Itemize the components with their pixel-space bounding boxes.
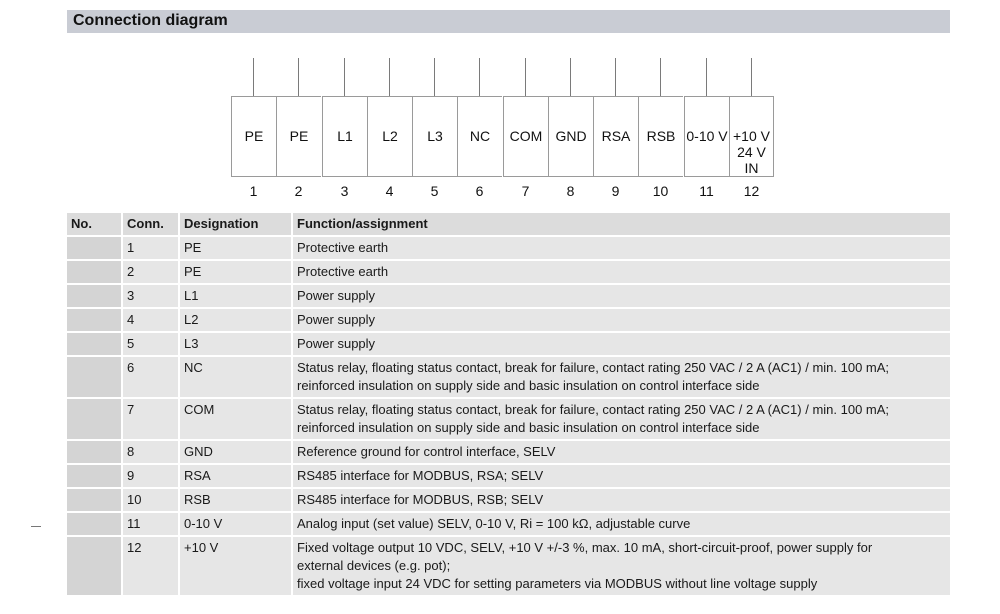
table-row <box>67 399 950 441</box>
table-row <box>67 333 950 357</box>
function-line: Fixed voltage output 10 VDC, SELV, +10 V +/-3 %, max. 10 mA, short-circuit-proof, power supply for <box>297 540 873 555</box>
table-row <box>67 537 950 597</box>
terminal-block <box>638 96 683 177</box>
cell-designation: RSB <box>180 489 293 513</box>
function-line: Reference ground for control interface, SELV <box>297 444 556 459</box>
terminal-wire <box>751 58 752 96</box>
assignment-table <box>67 213 950 597</box>
header-conn: Conn. <box>123 213 180 237</box>
cell-function <box>293 513 950 537</box>
table-row <box>67 513 950 537</box>
cell-no <box>67 441 123 465</box>
function-line: Power supply <box>297 336 376 351</box>
terminal-wire <box>706 58 707 96</box>
terminal-number: 9 <box>611 183 620 199</box>
terminal-wire <box>615 58 616 96</box>
terminal-wire <box>479 58 480 96</box>
table-body <box>67 237 950 597</box>
terminal-label: RSA <box>601 128 631 144</box>
cell-conn: 10 <box>123 489 180 513</box>
cell-conn: 12 <box>123 537 180 597</box>
cell-no <box>67 399 123 441</box>
cell-conn: 6 <box>123 357 180 399</box>
terminal-wire <box>570 58 571 96</box>
terminal-number: 7 <box>521 183 530 199</box>
function-line: Analog input (set value) SELV, 0-10 V, Ri = 100 kΩ, adjustable curve <box>297 516 691 531</box>
terminal-label: NC <box>469 128 491 144</box>
terminal-number: 8 <box>566 183 575 199</box>
table-row <box>67 441 950 465</box>
terminal-number: 5 <box>430 183 439 199</box>
table-row <box>67 489 950 513</box>
terminal-block <box>276 96 321 177</box>
terminal-label: GND <box>555 128 587 144</box>
terminal-label: PE <box>289 128 309 144</box>
cell-conn: 9 <box>123 465 180 489</box>
cell-designation: COM <box>180 399 293 441</box>
terminal-number: 1 <box>249 183 258 199</box>
terminal-label: L3 <box>427 128 443 144</box>
table-row <box>67 237 950 261</box>
cell-no <box>67 513 123 537</box>
table-row <box>67 309 950 333</box>
cell-no <box>67 357 123 399</box>
cell-conn: 8 <box>123 441 180 465</box>
terminal-number: 10 <box>652 183 669 199</box>
function-line: Status relay, floating status contact, break for failure, contact rating 250 VAC / 2 A (AC1) / min. 100 mA; <box>297 360 890 375</box>
cell-no <box>67 489 123 513</box>
cell-designation: RSA <box>180 465 293 489</box>
table-header-row <box>67 213 950 237</box>
terminal-block <box>729 96 774 177</box>
cell-no <box>67 261 123 285</box>
terminal-label: PE <box>244 128 264 144</box>
terminal-block <box>412 96 457 177</box>
cell-designation: PE <box>180 261 293 285</box>
cell-no <box>67 285 123 309</box>
terminal-block <box>503 96 548 177</box>
terminal-label: COM <box>509 128 543 144</box>
cell-no <box>67 333 123 357</box>
cell-function <box>293 357 950 399</box>
cell-conn: 2 <box>123 261 180 285</box>
table-row <box>67 261 950 285</box>
header-designation: Designation <box>180 213 293 237</box>
cell-designation: NC <box>180 357 293 399</box>
terminal-block <box>322 96 367 177</box>
connection-diagram <box>0 0 1000 210</box>
cell-conn: 4 <box>123 309 180 333</box>
cell-conn: 11 <box>123 513 180 537</box>
function-line: external devices (e.g. pot); <box>297 558 451 573</box>
terminal-number: 11 <box>699 183 714 199</box>
terminal-label: RSB <box>646 128 676 144</box>
terminal-block <box>684 96 729 177</box>
function-line: fixed voltage input 24 VDC for setting parameters via MODBUS without line voltage supply <box>297 576 818 591</box>
cell-function <box>293 333 950 357</box>
terminal-block <box>367 96 412 177</box>
cell-conn: 7 <box>123 399 180 441</box>
function-line: Power supply <box>297 312 376 327</box>
cell-function <box>293 465 950 489</box>
cell-designation: L2 <box>180 309 293 333</box>
cell-function <box>293 309 950 333</box>
cell-designation: L1 <box>180 285 293 309</box>
cell-designation: +10 V <box>180 537 293 597</box>
function-line: reinforced insulation on supply side and basic insulation on control interface side <box>297 420 760 435</box>
cell-designation: GND <box>180 441 293 465</box>
function-line: Status relay, floating status contact, break for failure, contact rating 250 VAC / 2 A (AC1) / min. 100 mA; <box>297 402 890 417</box>
terminal-wire <box>298 58 299 96</box>
header-function: Function/assignment <box>293 213 950 237</box>
terminal-number: 4 <box>385 183 394 199</box>
cell-function <box>293 237 950 261</box>
function-line: RS485 interface for MODBUS, RSB; SELV <box>297 492 544 507</box>
cell-function <box>293 285 950 309</box>
terminal-block <box>593 96 638 177</box>
cell-designation: 0-10 V <box>180 513 293 537</box>
terminal-label: L2 <box>382 128 398 144</box>
cell-designation: PE <box>180 237 293 261</box>
cell-function <box>293 537 950 597</box>
terminal-block <box>457 96 502 177</box>
function-line: RS485 interface for MODBUS, RSA; SELV <box>297 468 544 483</box>
table-row <box>67 357 950 399</box>
terminal-number: 2 <box>294 183 303 199</box>
terminal-label: L1 <box>337 128 353 144</box>
margin-mark <box>31 526 41 527</box>
terminal-number: 6 <box>475 183 484 199</box>
function-line: Protective earth <box>297 240 389 255</box>
terminal-wire <box>344 58 345 96</box>
cell-designation: L3 <box>180 333 293 357</box>
terminal-block <box>231 96 276 177</box>
terminal-label: +10 V 24 V IN <box>733 128 770 176</box>
cell-conn: 5 <box>123 333 180 357</box>
section-title: Connection diagram <box>73 12 228 29</box>
cell-function <box>293 399 950 441</box>
terminal-label: 0-10 V <box>686 128 728 144</box>
terminal-number: 12 <box>743 183 760 199</box>
cell-no <box>67 537 123 597</box>
terminal-wire <box>389 58 390 96</box>
cell-no <box>67 309 123 333</box>
cell-conn: 3 <box>123 285 180 309</box>
terminal-number: 3 <box>340 183 349 199</box>
cell-conn: 1 <box>123 237 180 261</box>
cell-function <box>293 441 950 465</box>
cell-function <box>293 261 950 285</box>
cell-no <box>67 237 123 261</box>
terminal-wire <box>660 58 661 96</box>
function-line: Power supply <box>297 288 376 303</box>
terminal-wire <box>253 58 254 96</box>
function-line: reinforced insulation on supply side and basic insulation on control interface side <box>297 378 760 393</box>
table-row <box>67 285 950 309</box>
cell-no <box>67 465 123 489</box>
function-line: Protective earth <box>297 264 389 279</box>
table-row <box>67 465 950 489</box>
terminal-wire <box>434 58 435 96</box>
header-no: No. <box>67 213 123 237</box>
cell-function <box>293 489 950 513</box>
terminal-block <box>548 96 593 177</box>
terminal-wire <box>525 58 526 96</box>
